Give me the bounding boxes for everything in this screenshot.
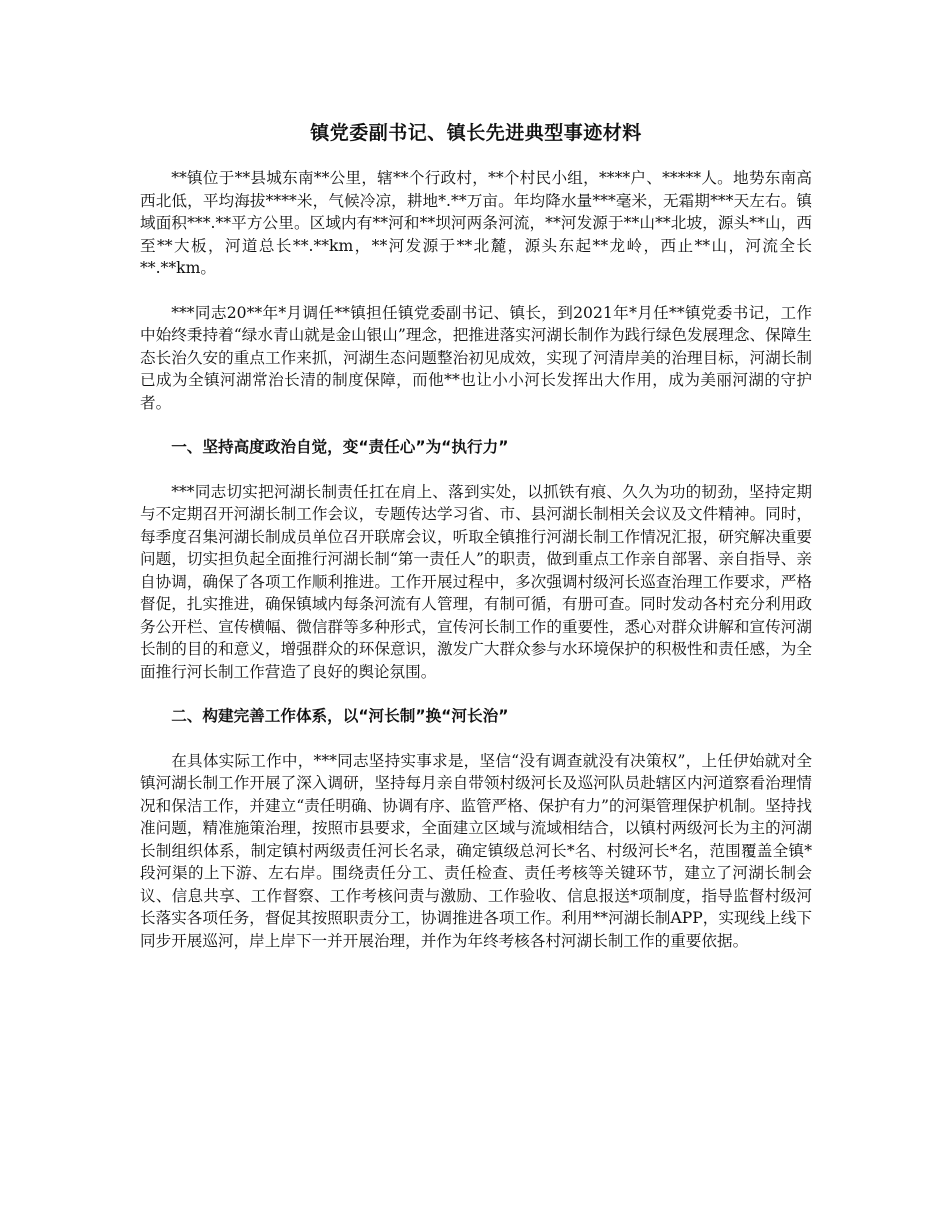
- section-body-2: 在具体实际工作中，***同志坚持实事求是，坚信“没有调查就没有决策权”，上任伊始就对全镇河湖长制工作开展了深入调研，坚持每月亲自带领村级河长及巡河队员赴辖区内河道察看治理情况和保洁工作，并建立“责任明确、协调有序、监管严格、保护有力”的河渠管理保护机制。坚持找准问题，精准施策治理，按照市县要求，全面建立区域与流域相结合，以镇村两级河长为主的河湖长制组织体系，制定镇村两级责任河长名录，确定镇级总河长*名、村级河长*名，范围覆盖全镇*段河渠的上下游、左右岸。围绕责任分工、责任检查、责任考核等关键环节，建立了河湖长制会议、信息共享、工作督察、工作考核问责与激励、工作验收、信息报送*项制度，指导监督村级河长落实各项任务，督促其按照职责分工，协调推进各项工作。利用**河湖长制APP，实现线上线下同步开展巡河，岸上岸下一并开展治理，并作为年终考核各村河湖长制工作的重要依据。: [140, 751, 812, 950]
- intro-paragraph-location: **镇位于**县城东南**公里，辖**个行政村，**个村民小组，****户、*****人。地势东南高西北低，平均海拔****米，气候冷凉，耕地*.**万亩。年均降水量***毫米，无霜期***天左右。镇域面积***.**平方公里。区域内有**河和**坝河两条河流，**河发源于**山**北坡，源头**山，西至**大板，河道总长**.**km，**河发源于**北麓，源头东起**龙岭，西止**山，河流全长**.**km。: [140, 169, 812, 277]
- section-body-1: ***同志切实把河湖长制责任扛在肩上、落到实处，以抓铁有痕、久久为功的韧劲，坚持定期与不定期召开河湖长制工作会议，专题传达学习省、市、县河湖长制相关会议及文件精神。同时，每季度召集河湖长制成员单位召开联席会议，听取全镇推行河湖长制工作情况汇报，研究解决重要问题，切实担负起全面推行河湖长制“第一责任人”的职责，做到重点工作亲自部署、亲自指导、亲自协调，确保了各项工作顺利推进。工作开展过程中，多次强调村级河长巡查治理工作要求，严格督促，扎实推进，确保镇域内每条河流有人管理，有制可循，有册可查。同时发动各村充分利用政务公开栏、宣传横幅、微信群等多种形式，宣传河长制工作的重要性，悉心对群众讲解和宣传河湖长制的目的和意义，增强群众的环保意识，激发广大群众参与水环境保护的积极性和责任感，为全面推行河长制工作营造了良好的舆论氛围。: [140, 482, 812, 681]
- document-page: [140, 110, 812, 974]
- section-heading-1: 一、坚持高度政治自觉，变“责任心”为“执行力”: [171, 438, 509, 456]
- document-title: 镇党委副书记、镇长先进典型事迹材料: [310, 122, 642, 144]
- intro-paragraph-profile: ***同志20**年*月调任**镇担任镇党委副书记、镇长，到2021年*月任**镇党委书记，工作中始终秉持着“绿水青山就是金山银山”理念，把推进落实河湖长制作为践行绿色发展理念、保障生态长治久安的重点工作来抓，河湖生态问题整治初见成效，实现了河清岸美的治理目标，河湖长制已成为全镇河湖常治长清的制度保障，而他**也让小小河长发挥出大作用，成为美丽河湖的守护者。: [140, 303, 812, 412]
- section-heading-2: 二、构建完善工作体系，以“河长制”换“河长治”: [171, 707, 509, 725]
